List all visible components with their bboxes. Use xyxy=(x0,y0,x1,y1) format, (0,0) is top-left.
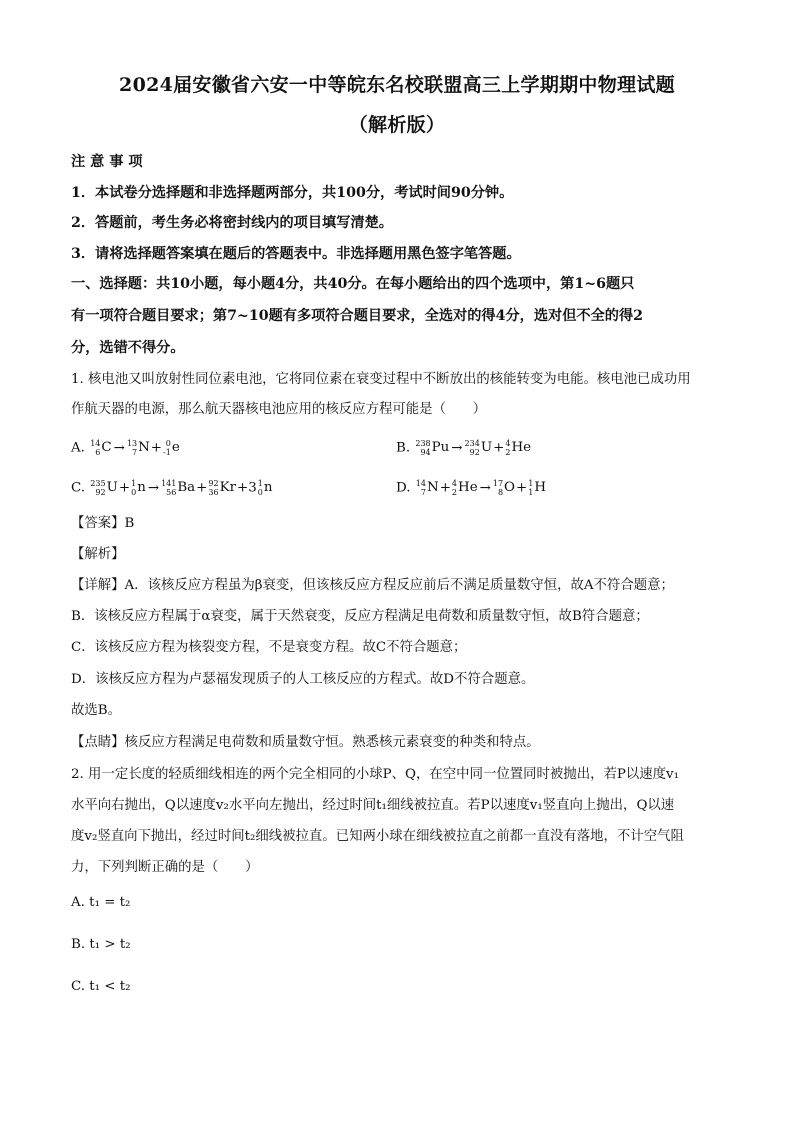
key-point-line: 【点睛】核反应方程满足电荷数和质量数守恒。熟悉核元素衰变的种类和特点。 xyxy=(71,735,540,750)
option-label: A. xyxy=(71,440,85,456)
detail-line: 故选B。 xyxy=(71,703,122,718)
answer-line: 【答案】B xyxy=(71,516,135,531)
section-instruction: 一、选择题：共10小题，每小题4分，共40分。在每小题给出的四个选项中，第1~6题只 xyxy=(71,276,635,292)
detail-line: 【详解】A．该核反应方程虽为β衰变，但该核反应方程反应前后不满足质量数守恒，故A不符合题意； xyxy=(71,578,674,593)
reaction-arrow: → xyxy=(113,440,125,456)
q2-option-a: A. t₁ = t₂ xyxy=(71,895,131,910)
detail-line: B．该核反应方程属于α衰变，属于天然衰变，反应方程满足电荷数和质量数守恒，故B符合题意； xyxy=(71,609,649,624)
detail-line: D．该核反应方程为卢瑟福发现质子的人工核反应的方程式。故D不符合题意。 xyxy=(71,672,535,687)
section-instruction: 有一项符合题目要求；第7~10题有多项符合题目要求，全选对的得4分，选对但不全的得2 xyxy=(71,308,643,324)
option-label: C. xyxy=(71,480,86,496)
document-title: 2024届安徽省六安一中等皖东名校联盟高三上学期期中物理试题 xyxy=(119,74,675,96)
note-item: 3．请将选择题答案填在题后的答题表中。非选择题用黑色签字笔答题。 xyxy=(71,246,521,262)
question-1-stem: 作航天器的电源，那么航天器核电池应用的核反应方程可能是（ ） xyxy=(71,402,487,417)
question-2-stem: 2. 用一定长度的轻质细线相连的两个完全相同的小球P、Q，在空中同一位置同时被抛出，若P以速度v₁ xyxy=(71,767,679,782)
option-a: A. 14 6 C → 13 7 N + 0 -1 e xyxy=(71,439,180,457)
option-b: B. 238 94 Pu → 234 92 U + 4 2 He xyxy=(396,439,532,457)
detail-line: C．该核反应方程为核裂变方程，不是衰变方程。故C不符合题意； xyxy=(71,640,467,655)
option-label: D. xyxy=(396,480,411,496)
reaction-arrow: → xyxy=(479,480,491,496)
analysis-heading: 【解析】 xyxy=(71,547,125,562)
question-2-stem: 度v₂竖直向下抛出，经过时间t₂细线被拉直。已知两小球在细线被拉直之前都一直没有落地，不计空气阻 xyxy=(71,829,684,844)
notes-heading: 注 意 事 项 xyxy=(71,154,143,170)
note-item: 2．答题前，考生务必将密封线内的项目填写清楚。 xyxy=(71,215,393,231)
section-instruction: 分，选错不得分。 xyxy=(71,340,185,356)
question-2-stem: 力，下列判断正确的是（ ） xyxy=(71,860,259,875)
note-item: 1．本试卷分选择题和非选择题两部分，共100分，考试时间90分钟。 xyxy=(71,185,514,201)
option-label: B. xyxy=(396,440,411,456)
reaction-arrow: → xyxy=(147,480,160,496)
q2-option-b: B. t₁ > t₂ xyxy=(71,937,131,952)
question-2-stem: 水平向右抛出，Q以速度v₂水平向左抛出，经过时间t₁细线被拉直。若P以速度v₁竖直向上抛出，Q以速 xyxy=(71,798,675,813)
reaction-arrow: → xyxy=(451,440,463,456)
q2-option-c: C. t₁ < t₂ xyxy=(71,979,131,994)
document-subtitle: （解析版） xyxy=(348,114,446,136)
option-d: D. 14 7 N + 4 2 He → 17 8 O + 1 1 H xyxy=(396,479,547,497)
option-c: C. 235 92 U + 1 0 n → 141 56 Ba + 92 36 Kr +3 1 0 n xyxy=(71,479,273,497)
question-1-stem: 1. 核电池又叫放射性同位素电池，它将同位素在衰变过程中不断放出的核能转变为电能。核电池已成功用 xyxy=(71,372,691,387)
